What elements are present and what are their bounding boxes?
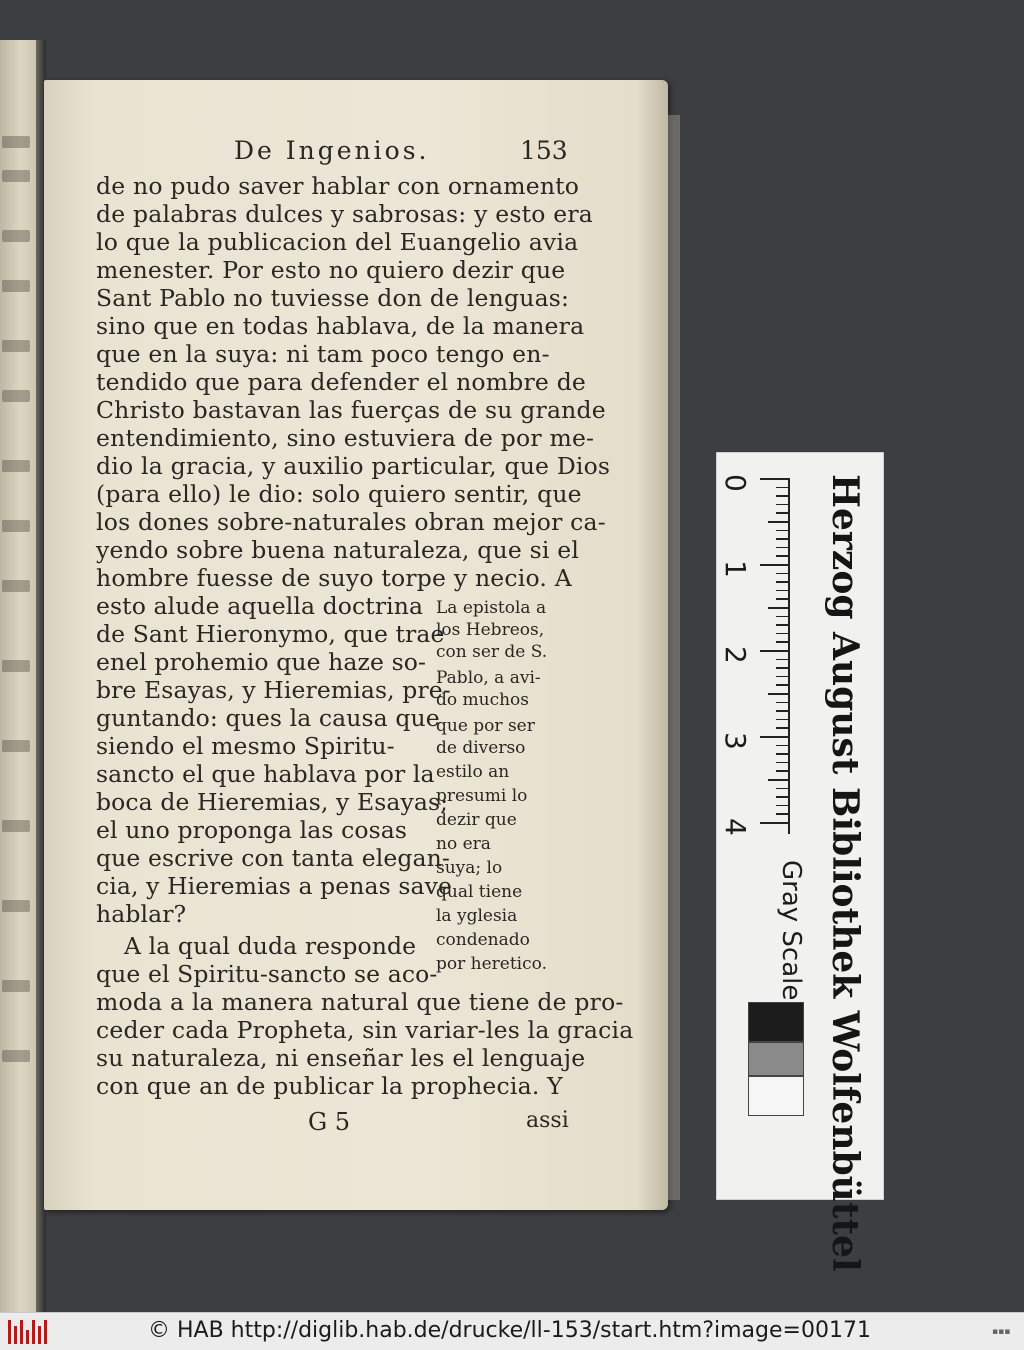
marginal-note-line: dezir que [436, 810, 517, 830]
ruler-tick [776, 770, 790, 772]
column-text-line: guntando: ques la causa que [96, 704, 440, 732]
ruler-tick [776, 555, 790, 557]
marginal-note-line: los Hebreos, [436, 620, 545, 640]
text-line: menester. Por esto no quiero dezir que [96, 256, 566, 284]
text-line: Christo bastavan las fuerças de su grande [96, 396, 606, 424]
column-text-line: cia, y Hieremias a penas save [96, 872, 453, 900]
marginal-note-line: con ser de S. [436, 642, 548, 662]
ruler-tick [768, 779, 790, 781]
column-text-line: boca de Hieremias, y Esayas; [96, 788, 449, 816]
ruler-tick [776, 676, 790, 678]
column-text-line: hablar? [96, 900, 187, 928]
marginal-note-line: La epistola a [436, 598, 547, 618]
text-line: que en la suya: ni tam poco tengo en- [96, 340, 550, 368]
signature-mark: G 5 [308, 1108, 351, 1136]
gray-scale-label: Gray Scale [776, 860, 806, 1001]
column-text-line: A la qual duda responde [124, 932, 417, 960]
ruler-tick [776, 547, 790, 549]
ruler-number: 2 [719, 646, 752, 664]
text-line: dio la gracia, y auxilio particular, que Dios [96, 452, 611, 480]
marginal-note-line: do muchos [436, 690, 530, 710]
ruler-tick [776, 805, 790, 807]
institution-label: Herzog August Bibliothek Wolfenbüttel [824, 474, 866, 1272]
ruler-tick [776, 504, 790, 506]
ruler-tick [760, 736, 790, 738]
ruler-tick [776, 788, 790, 790]
column-text-line: que el Spiritu-sancto se aco- [96, 960, 438, 988]
text-line: moda a la manera natural que tiene de pro- [96, 988, 624, 1016]
running-head: De Ingenios. [234, 136, 430, 165]
ruler-line [788, 478, 790, 834]
page-number: 153 [520, 136, 568, 165]
column-text-line: enel prohemio que haze so- [96, 648, 427, 676]
text-line: su naturaleza, ni enseñar les el lenguaje [96, 1044, 586, 1072]
text-line: tendido que para defender el nombre de [96, 368, 587, 396]
column-text-line: de Sant Hieronymo, que trae [96, 620, 445, 648]
ruler-tick [776, 512, 790, 514]
ruler-tick [776, 581, 790, 583]
ruler-tick [776, 745, 790, 747]
text-line: lo que la publicacion del Euangelio avia [96, 228, 579, 256]
marginal-note-line: suya; lo [436, 858, 503, 878]
text-line: de palabras dulces y sabrosas: y esto era [96, 200, 593, 228]
ruler-tick [776, 753, 790, 755]
marginal-note-line: que por ser [436, 716, 535, 736]
ruler-number: 3 [719, 732, 752, 750]
ruler-tick [768, 693, 790, 695]
gray-swatch-black [748, 1002, 804, 1042]
book-page [44, 80, 668, 1210]
ruler-tick [760, 650, 790, 652]
text-line: Sant Pablo no tuviesse don de lenguas: [96, 284, 570, 312]
ruler-tick [776, 813, 790, 815]
ruler-tick [776, 796, 790, 798]
text-line: entendimiento, sino estuviera de por me- [96, 424, 595, 452]
ruler-tick [776, 624, 790, 626]
footer-bar [0, 1312, 1024, 1350]
ruler-tick [776, 641, 790, 643]
ruler-tick [760, 822, 790, 824]
column-text-line: bre Esayas, y Hieremias, pre- [96, 676, 451, 704]
page-edge-strip [668, 115, 680, 1200]
marginal-note-line: qual tiene [436, 882, 523, 902]
column-text-line: esto alude aquella doctrina [96, 592, 424, 620]
ruler-tick [768, 521, 790, 523]
column-text-line: sancto el que hablava por la [96, 760, 435, 788]
copyright-link[interactable]: © HAB http://diglib.hab.de/drucke/ll-153/start.htm?image=00171 [148, 1318, 871, 1343]
ruler-number: 4 [719, 818, 752, 836]
ruler-number: 0 [719, 474, 752, 492]
ruler-tick [776, 616, 790, 618]
ruler-tick [776, 667, 790, 669]
text-line: los dones sobre-naturales obran mejor ca- [96, 508, 606, 536]
ruler-tick [760, 478, 790, 480]
gray-swatch-white [748, 1076, 804, 1116]
ruler-tick [776, 633, 790, 635]
text-line: ceder cada Propheta, sin variar-les la gracia [96, 1016, 634, 1044]
ruler-number: 1 [719, 560, 752, 578]
hab-logo-icon [8, 1320, 48, 1344]
ruler-tick [776, 590, 790, 592]
ruler-tick [776, 719, 790, 721]
marginal-note-line: Pablo, a avi- [436, 668, 541, 688]
marginal-note-line: estilo an [436, 762, 510, 782]
text-line: hombre fuesse de suyo torpe y necio. A [96, 564, 572, 592]
ruler-tick [776, 573, 790, 575]
previous-page-edge [0, 40, 46, 1312]
ruler-tick [776, 684, 790, 686]
ruler-tick [776, 702, 790, 704]
footer-mark: ▪▪▪ [992, 1327, 1011, 1337]
ruler-tick [776, 659, 790, 661]
column-text-line: siendo el mesmo Spiritu- [96, 732, 395, 760]
column-text-line: que escrive con tanta elegan- [96, 844, 450, 872]
text-line: yendo sobre buena naturaleza, que si el [96, 536, 580, 564]
marginal-note-line: presumi lo [436, 786, 528, 806]
text-line: sino que en todas hablava, de la manera [96, 312, 585, 340]
text-line: (para ello) le dio: solo quiero sentir, que [96, 480, 582, 508]
ruler-tick [768, 607, 790, 609]
ruler-tick [776, 710, 790, 712]
marginal-note-line: de diverso [436, 738, 526, 758]
ruler-tick [776, 538, 790, 540]
ruler-tick [776, 495, 790, 497]
ruler-tick [776, 598, 790, 600]
marginal-note-line: condenado [436, 930, 530, 950]
text-line: con que an de publicar la prophecia. Y [96, 1072, 563, 1100]
marginal-note-line: por heretico. [436, 954, 547, 974]
marginal-note-line: no era [436, 834, 491, 854]
marginal-note-line: la yglesia [436, 906, 518, 926]
catchword: assi [526, 1108, 569, 1133]
column-text-line: el uno proponga las cosas [96, 816, 408, 844]
ruler-tick [776, 727, 790, 729]
ruler-tick [776, 530, 790, 532]
ruler-tick [776, 762, 790, 764]
ruler-tick [760, 564, 790, 566]
gray-swatch-gray [748, 1042, 804, 1076]
text-line: de no pudo saver hablar con ornamento [96, 172, 580, 200]
ruler-tick [776, 487, 790, 489]
